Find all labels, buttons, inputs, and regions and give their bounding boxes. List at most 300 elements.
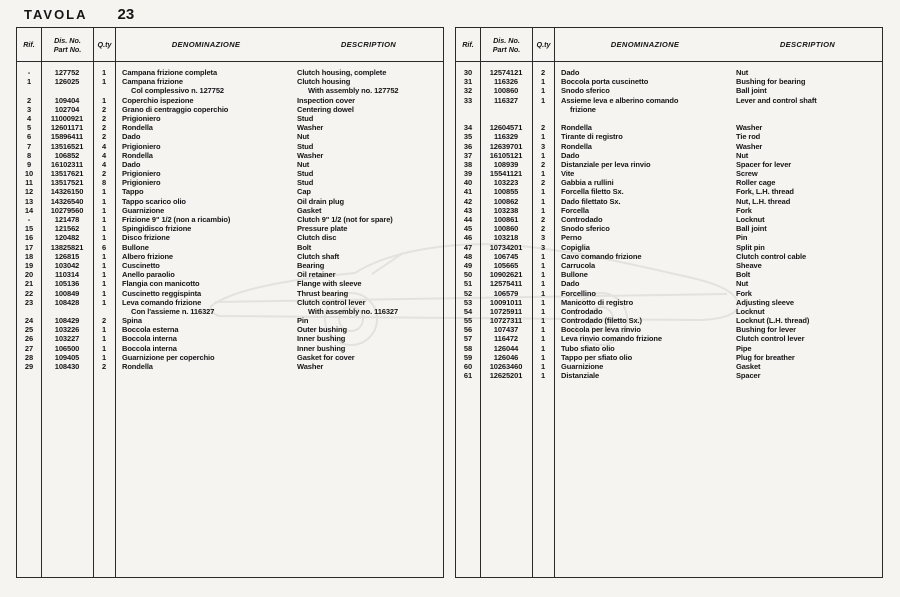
qty-cell: 2 bbox=[101, 316, 107, 326]
description-cell: Clutch housing bbox=[297, 77, 351, 87]
table-row bbox=[17, 325, 443, 334]
table-row bbox=[456, 160, 882, 169]
description-cell: Pressure plate bbox=[297, 224, 348, 234]
denominazione-cell: Tappo per sfiato olio bbox=[561, 352, 633, 362]
part-no-cell: 10091011 bbox=[489, 297, 523, 307]
qty-cell: 1 bbox=[540, 343, 546, 353]
qty-cell: 1 bbox=[101, 215, 107, 224]
spacer-row bbox=[456, 114, 882, 123]
rif-cell: 29 bbox=[24, 362, 34, 371]
denominazione-cell: Controdado bbox=[561, 306, 603, 316]
table-row bbox=[17, 261, 443, 270]
rif-cell bbox=[17, 86, 41, 95]
qty-cell: 1 bbox=[540, 362, 546, 371]
rif-cell: 24 bbox=[24, 316, 34, 326]
qty-cell: 1 bbox=[101, 270, 107, 280]
qty-cell: 1 bbox=[540, 169, 546, 179]
rif-cell: 22 bbox=[24, 288, 34, 298]
part-no-cell: 10725911 bbox=[489, 306, 523, 316]
part-no-cell: 14326540 bbox=[50, 196, 84, 206]
table-row bbox=[456, 169, 882, 178]
part-no-cell: 103223 bbox=[493, 178, 519, 188]
denominazione-cell: Rondella bbox=[561, 141, 592, 151]
description-cell: Locknut bbox=[736, 215, 765, 224]
qty-cell: 1 bbox=[101, 297, 107, 307]
description-cell: Pipe bbox=[736, 343, 752, 353]
qty-cell: 2 bbox=[540, 159, 546, 169]
part-no-cell: 13517521 bbox=[50, 178, 84, 188]
part-no-cell: 12604571 bbox=[489, 123, 523, 133]
denominazione-cell: Carrucola bbox=[561, 260, 596, 270]
qty-cell: 1 bbox=[540, 306, 546, 316]
right-table-body bbox=[456, 62, 882, 380]
denominazione-cell: Snodo sferico bbox=[561, 86, 610, 96]
description-cell bbox=[734, 105, 882, 114]
description-cell: Clutch control lever bbox=[297, 297, 366, 307]
denominazione-cell: Gabbia a rullini bbox=[561, 178, 614, 188]
description-cell: Locknut (L.H. thread) bbox=[736, 316, 810, 326]
header-description: DESCRIPTION bbox=[779, 40, 836, 49]
denominazione-cell: Prigioniero bbox=[122, 141, 161, 151]
rif-cell: 7 bbox=[26, 141, 32, 151]
denominazione-cell: Dado bbox=[122, 159, 141, 169]
denominazione-cell: Boccola interna bbox=[122, 343, 177, 353]
denominazione-cell: Dado bbox=[122, 132, 141, 142]
part-no-cell: 100861 bbox=[493, 215, 519, 224]
description-cell: Centering dowel bbox=[297, 104, 354, 114]
description-cell: Nut bbox=[736, 279, 749, 289]
denominazione-cell: Coperchio ispezione bbox=[122, 95, 194, 105]
table-row bbox=[456, 325, 882, 334]
denominazione-cell: Assieme leva e alberino comando bbox=[561, 95, 679, 105]
description-cell: Split pin bbox=[736, 242, 765, 252]
description-cell: Stud bbox=[297, 113, 314, 123]
part-no-cell: 12625201 bbox=[489, 371, 523, 381]
rif-cell: 52 bbox=[463, 288, 473, 298]
qty-cell: 2 bbox=[540, 224, 546, 234]
qty-cell: 1 bbox=[540, 205, 546, 215]
part-no-cell: 116327 bbox=[493, 95, 518, 105]
denominazione-cell: Copiglia bbox=[561, 242, 590, 252]
part-no-cell: 100860 bbox=[493, 224, 519, 234]
rif-cell: 20 bbox=[24, 270, 34, 280]
table-row bbox=[17, 96, 443, 105]
part-no-cell: 105136 bbox=[54, 279, 80, 289]
description-cell: Nut bbox=[297, 159, 310, 169]
description-cell: Inner bushing bbox=[297, 334, 346, 344]
table-row bbox=[17, 68, 443, 77]
rif-cell: 8 bbox=[26, 150, 32, 160]
part-no-cell: 103227 bbox=[54, 334, 80, 344]
qty-cell: 1 bbox=[540, 371, 546, 381]
qty-cell: 1 bbox=[540, 270, 546, 280]
part-no-cell: 126815 bbox=[54, 251, 80, 261]
rif-cell: 61 bbox=[463, 371, 473, 381]
qty-cell: 2 bbox=[101, 104, 107, 114]
rif-cell bbox=[456, 105, 480, 114]
table-row bbox=[17, 123, 443, 132]
header-denominazione: DENOMINAZIONE bbox=[610, 40, 680, 49]
qty-cell: 1 bbox=[540, 352, 546, 362]
qty-cell: 6 bbox=[101, 242, 107, 252]
denominazione-cell: Guarnizione bbox=[122, 205, 165, 215]
denominazione-cell: Boccola interna bbox=[122, 334, 177, 344]
table-row bbox=[456, 123, 882, 132]
table-row bbox=[456, 215, 882, 224]
qty-cell: 1 bbox=[540, 279, 546, 289]
parts-table-right bbox=[455, 27, 883, 578]
table-row bbox=[17, 160, 443, 169]
description-cell: Inspection cover bbox=[297, 95, 356, 105]
qty-cell: 4 bbox=[101, 150, 107, 160]
description-cell: Bolt bbox=[297, 242, 312, 252]
part-no-cell: 100862 bbox=[493, 196, 519, 206]
part-no-cell: 16105121 bbox=[489, 150, 523, 160]
qty-cell: 2 bbox=[101, 362, 107, 371]
rif-cell: 36 bbox=[463, 141, 473, 151]
description-cell: Nut bbox=[297, 132, 310, 142]
denominazione-cell: Tirante di registro bbox=[561, 132, 623, 142]
part-no-cell: 13517621 bbox=[50, 169, 84, 179]
qty-cell: 1 bbox=[540, 196, 546, 206]
part-no-cell: 16102311 bbox=[50, 159, 84, 169]
rif-cell: 6 bbox=[26, 132, 32, 142]
description-cell: Nut bbox=[736, 150, 749, 160]
table-row bbox=[17, 224, 443, 233]
left-table-body bbox=[17, 62, 443, 371]
header-denominazione: DENOMINAZIONE bbox=[171, 40, 241, 49]
denominazione-cell: Anello paraolio bbox=[122, 270, 175, 280]
rif-cell: 60 bbox=[463, 362, 473, 371]
header-part-no: Dis. No. Part No. bbox=[492, 35, 521, 54]
table-row bbox=[456, 187, 882, 196]
part-no-cell: 127752 bbox=[54, 68, 80, 77]
table-row bbox=[456, 279, 882, 288]
table-row bbox=[456, 243, 882, 252]
denominazione-cell: Tubo sfiato olio bbox=[561, 343, 615, 353]
part-no-cell: 14326150 bbox=[50, 187, 84, 197]
description-cell: Tie rod bbox=[736, 132, 761, 142]
description-cell: Bearing bbox=[297, 260, 325, 270]
description-cell: Washer bbox=[297, 362, 324, 371]
qty-cell: 1 bbox=[101, 288, 107, 298]
description-cell: Flange with sleeve bbox=[297, 279, 362, 289]
table-row bbox=[456, 224, 882, 233]
rif-cell: 35 bbox=[463, 132, 473, 142]
part-no-cell: 108939 bbox=[493, 159, 519, 169]
denominazione-cell: Boccola per leva rinvio bbox=[561, 325, 641, 335]
denominazione-cell: Controdado bbox=[561, 215, 603, 224]
denominazione-cell: Disco frizione bbox=[122, 233, 170, 243]
description-cell: Washer bbox=[297, 150, 324, 160]
table-row bbox=[17, 289, 443, 298]
table-row bbox=[17, 252, 443, 261]
rif-cell: 53 bbox=[463, 297, 473, 307]
rif-cell: 54 bbox=[463, 306, 473, 316]
denominazione-cell: Forcella filetto Sx. bbox=[561, 187, 624, 197]
table-row bbox=[456, 316, 882, 325]
denominazione-cell: Distanziale per leva rinvio bbox=[561, 159, 651, 169]
part-no-cell: 100860 bbox=[493, 86, 519, 96]
denominazione-cell: Rondella bbox=[122, 150, 153, 160]
qty-cell: 1 bbox=[101, 325, 107, 335]
description-cell: Stud bbox=[297, 141, 314, 151]
header-qty: Q.ty bbox=[97, 40, 112, 49]
denominazione-cell: Forcella bbox=[561, 205, 589, 215]
qty-cell: 2 bbox=[540, 178, 546, 188]
description-cell: Fork, L.H. thread bbox=[736, 187, 794, 197]
description-cell: Fork bbox=[736, 288, 752, 298]
rif-cell: 43 bbox=[463, 205, 473, 215]
denominazione-cell: Dado filettato Sx. bbox=[561, 196, 621, 206]
part-no-cell: 10734201 bbox=[489, 242, 523, 252]
rif-cell: 42 bbox=[463, 196, 473, 206]
part-no-cell: 105665 bbox=[493, 260, 519, 270]
denominazione-cell: Campana frizione completa bbox=[122, 68, 218, 77]
rif-cell: 9 bbox=[26, 159, 32, 169]
rif-cell: 10 bbox=[24, 169, 34, 179]
description-cell: Clutch control cable bbox=[736, 251, 807, 261]
denominazione-cell: Guarnizione bbox=[561, 362, 604, 371]
qty-cell bbox=[93, 86, 115, 95]
qty-cell: 2 bbox=[101, 132, 107, 142]
description-cell: Gasket for cover bbox=[297, 352, 355, 362]
qty-cell: 1 bbox=[540, 316, 546, 326]
description-cell: Bushing for lever bbox=[736, 325, 796, 335]
rif-cell: - bbox=[27, 68, 31, 77]
denominazione-cell: Rondella bbox=[122, 123, 153, 133]
rif-cell: 18 bbox=[24, 251, 34, 261]
qty-cell: 2 bbox=[101, 113, 107, 123]
denominazione-cell: Dado bbox=[561, 68, 580, 77]
table-row bbox=[456, 151, 882, 160]
description-cell: Ball joint bbox=[736, 86, 767, 96]
part-no-cell bbox=[480, 105, 532, 114]
qty-cell: 2 bbox=[540, 215, 546, 224]
rif-cell: 31 bbox=[463, 77, 473, 87]
part-no-cell: 106745 bbox=[493, 251, 519, 261]
table-row bbox=[456, 96, 882, 105]
denominazione-cell: Manicotto di registro bbox=[561, 297, 634, 307]
qty-cell bbox=[532, 105, 554, 114]
description-cell: Outer bushing bbox=[297, 325, 347, 335]
qty-cell: 1 bbox=[101, 260, 107, 270]
description-cell: Gasket bbox=[297, 205, 322, 215]
table-row bbox=[17, 206, 443, 215]
table-row bbox=[456, 371, 882, 380]
header-part-no: Dis. No. Part No. bbox=[53, 35, 82, 54]
denominazione-cell: Leva comando frizione bbox=[122, 297, 202, 307]
table-row bbox=[17, 316, 443, 325]
denominazione-cell: Boccola esterna bbox=[122, 325, 179, 335]
description-cell: Plug for breather bbox=[736, 352, 795, 362]
description-cell: Sheave bbox=[736, 260, 762, 270]
description-cell: Adjusting sleeve bbox=[736, 297, 795, 307]
rif-cell: 14 bbox=[24, 205, 34, 215]
table-row bbox=[17, 362, 443, 371]
rif-cell: 45 bbox=[463, 224, 473, 234]
part-no-cell: 10263460 bbox=[489, 362, 523, 371]
denominazione-cell: Col complessivo n. 127752 bbox=[131, 86, 224, 96]
part-no-cell: 106852 bbox=[54, 150, 80, 160]
description-cell: Washer bbox=[736, 123, 763, 133]
rif-cell: 21 bbox=[24, 279, 34, 289]
part-no-cell: 126046 bbox=[493, 352, 519, 362]
table-row bbox=[17, 178, 443, 187]
part-no-cell: 11000921 bbox=[50, 113, 84, 123]
part-no-cell: 12601171 bbox=[50, 123, 84, 133]
rif-cell: 4 bbox=[26, 113, 32, 123]
table-row bbox=[17, 169, 443, 178]
rif-cell: 1 bbox=[26, 77, 32, 87]
part-no-cell: 100849 bbox=[54, 288, 80, 298]
denominazione-cell: Con l'assieme n. 116327 bbox=[131, 306, 215, 316]
description-cell: Oil drain plug bbox=[297, 196, 344, 206]
description-cell: Roller cage bbox=[736, 178, 776, 188]
denominazione-cell: Prigioniero bbox=[122, 178, 161, 188]
denominazione-cell: Cavo comando frizione bbox=[561, 251, 642, 261]
rif-cell: 5 bbox=[26, 123, 32, 133]
rif-cell: 59 bbox=[463, 352, 473, 362]
qty-cell: 1 bbox=[101, 343, 107, 353]
table-row bbox=[17, 197, 443, 206]
description-cell: Oil retainer bbox=[297, 270, 336, 280]
description-cell: Stud bbox=[297, 169, 314, 179]
part-no-cell: 126044 bbox=[493, 343, 519, 353]
description-cell: Inner bushing bbox=[297, 343, 346, 353]
header-description: DESCRIPTION bbox=[340, 40, 397, 49]
table-row bbox=[456, 233, 882, 242]
rif-cell: 57 bbox=[463, 334, 473, 344]
description-cell: With assembly no. 127752 bbox=[308, 86, 399, 96]
denominazione-cell: Guarnizione per coperchio bbox=[122, 352, 215, 362]
table-row bbox=[456, 362, 882, 371]
table-row bbox=[456, 142, 882, 151]
rif-cell: 34 bbox=[463, 123, 473, 133]
table-row bbox=[456, 206, 882, 215]
part-no-cell: 107437 bbox=[493, 325, 519, 335]
part-no-cell: 116326 bbox=[493, 77, 518, 87]
rif-cell: 55 bbox=[463, 316, 473, 326]
qty-cell: 1 bbox=[540, 132, 546, 142]
rif-cell: 13 bbox=[24, 196, 34, 206]
part-no-cell: 116329 bbox=[493, 132, 518, 142]
rif-cell: 41 bbox=[463, 187, 473, 197]
denominazione-cell: Campana frizione bbox=[122, 77, 183, 87]
table-row bbox=[17, 270, 443, 279]
denominazione-cell: Spina bbox=[122, 316, 142, 326]
table-row bbox=[456, 261, 882, 270]
qty-cell: 2 bbox=[540, 68, 546, 77]
rif-cell: 38 bbox=[463, 159, 473, 169]
qty-cell: 1 bbox=[101, 205, 107, 215]
denominazione-cell: Dado bbox=[561, 279, 580, 289]
table-row bbox=[456, 252, 882, 261]
description-cell: Washer bbox=[297, 123, 324, 133]
qty-cell: 1 bbox=[101, 334, 107, 344]
parts-table-left bbox=[16, 27, 444, 578]
table-row bbox=[456, 77, 882, 86]
qty-cell: 1 bbox=[101, 224, 107, 234]
qty-cell: 1 bbox=[101, 279, 107, 289]
part-no-cell: 106500 bbox=[54, 343, 80, 353]
qty-cell: 3 bbox=[540, 233, 546, 243]
rif-cell: 47 bbox=[463, 242, 473, 252]
qty-cell: 4 bbox=[101, 159, 107, 169]
description-cell: Clutch shaft bbox=[297, 251, 340, 261]
description-cell: Pin bbox=[297, 316, 309, 326]
qty-cell: 1 bbox=[540, 95, 546, 105]
qty-cell: 1 bbox=[540, 77, 546, 87]
table-header bbox=[17, 28, 443, 62]
table-row bbox=[17, 215, 443, 224]
rif-cell: 39 bbox=[463, 169, 473, 179]
part-no-cell: 110314 bbox=[54, 270, 79, 280]
table-row bbox=[17, 243, 443, 252]
table-row bbox=[456, 68, 882, 77]
qty-cell: 1 bbox=[101, 251, 107, 261]
header-rif: Rif. bbox=[462, 40, 474, 49]
table-row bbox=[456, 334, 882, 343]
table-row bbox=[17, 105, 443, 114]
denominazione-cell: Albero frizione bbox=[122, 251, 174, 261]
table-row bbox=[17, 114, 443, 123]
part-no-cell: 103226 bbox=[54, 325, 80, 335]
denominazione-cell: Dado bbox=[561, 150, 580, 160]
part-no-cell: 106579 bbox=[493, 288, 519, 298]
qty-cell: 1 bbox=[101, 196, 107, 206]
rif-cell: 23 bbox=[24, 297, 34, 307]
part-no-cell bbox=[41, 307, 93, 316]
table-row bbox=[17, 353, 443, 362]
part-no-cell: 102704 bbox=[54, 104, 80, 114]
part-no-cell: 15541121 bbox=[489, 169, 523, 179]
part-no-cell: 12574121 bbox=[489, 68, 523, 77]
denominazione-cell: Bullone bbox=[122, 242, 149, 252]
denominazione-cell: Rondella bbox=[561, 123, 592, 133]
table-row bbox=[17, 187, 443, 196]
description-cell: Locknut bbox=[736, 306, 765, 316]
qty-cell: 4 bbox=[101, 141, 107, 151]
description-cell: With assembly no. 116327 bbox=[308, 306, 399, 316]
rif-cell: 44 bbox=[463, 215, 473, 224]
description-cell: Gasket bbox=[736, 362, 761, 371]
rif-cell: 28 bbox=[24, 352, 34, 362]
qty-cell: 2 bbox=[101, 169, 107, 179]
description-cell: Stud bbox=[297, 178, 314, 188]
page-title bbox=[24, 6, 134, 23]
description-cell: Clutch 9" 1/2 (not for spare) bbox=[297, 215, 393, 224]
denominazione-cell: Cuscinetto bbox=[122, 260, 160, 270]
rif-cell: 15 bbox=[24, 224, 34, 234]
table-row bbox=[17, 334, 443, 343]
rif-cell: 58 bbox=[463, 343, 473, 353]
description-cell: Clutch disc bbox=[297, 233, 337, 243]
table-row bbox=[17, 77, 443, 86]
denominazione-cell: Bullone bbox=[561, 270, 588, 280]
part-no-cell: 103218 bbox=[493, 233, 519, 243]
qty-cell: 1 bbox=[540, 187, 546, 197]
rif-cell: 33 bbox=[463, 95, 473, 105]
part-no-cell: 13825821 bbox=[50, 242, 84, 252]
part-no-cell: 12575411 bbox=[489, 279, 523, 289]
denominazione-cell: Rondella bbox=[122, 362, 153, 371]
denominazione-cell: Leva rinvio comando frizione bbox=[561, 334, 662, 344]
table-header bbox=[456, 28, 882, 62]
qty-cell: 1 bbox=[540, 150, 546, 160]
denominazione-cell: Controdado (filetto Sx.) bbox=[561, 316, 642, 326]
part-no-cell: 103042 bbox=[54, 260, 80, 270]
